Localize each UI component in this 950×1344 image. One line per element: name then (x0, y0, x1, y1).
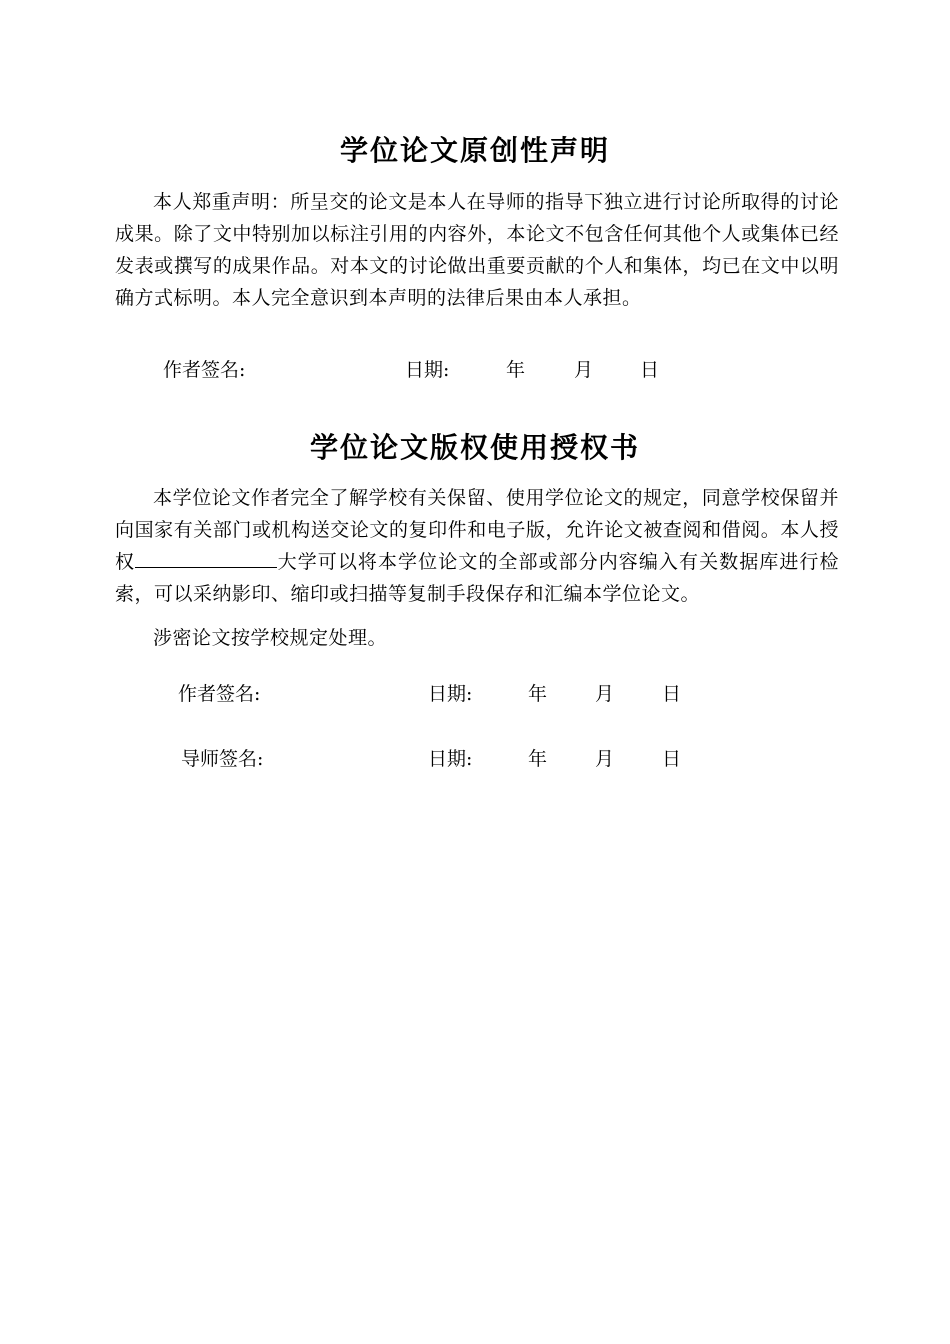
author-signature-label: 作者签名: (178, 683, 261, 705)
day-label: 日 (662, 683, 682, 705)
month-label: 月 (595, 683, 615, 705)
date-label: 日期: (405, 359, 450, 381)
authorization-body-part1: 本学位论文作者完全了解学校有关保留、使用学位论文的规定，同意学校保留并向国家有关部门或机构送交论文的复印件和电子版，允许论文被查阅和借阅。本人授权 (115, 487, 839, 573)
advisor-signature-label: 导师签名: (181, 748, 264, 770)
year-label: 年 (528, 683, 548, 705)
date-label: 日期: (428, 683, 473, 705)
authorization-title: 学位论文版权使用授权书 (309, 431, 640, 464)
authorization-body (115, 482, 839, 610)
declaration-body: 本人郑重声明：所呈交的论文是本人在导师的指导下独立进行讨论所取得的讨论成果。除了文中特别加以标注引用的内容外，本论文不包含任何其他个人或集体已经发表或撰写的成果作品。对本文的讨论做出重要贡献的个人和集体，均已在文中以明确方式标明。本人完全意识到本声明的法律后果由本人承担。 (115, 191, 839, 309)
author-signature-label: 作者签名: (163, 359, 246, 381)
day-label: 日 (662, 748, 682, 770)
declaration-signature-row (0, 357, 950, 383)
date-label: 日期: (428, 748, 473, 770)
secret-thesis-note: 涉密论文按学校规定处理。 (153, 627, 388, 649)
day-label: 日 (640, 359, 660, 381)
authorization-advisor-signature-row (0, 746, 950, 772)
declaration-title: 学位论文原创性声明 (339, 134, 610, 167)
year-label: 年 (506, 359, 526, 381)
year-label: 年 (528, 748, 548, 770)
authorization-author-signature-row (0, 681, 950, 707)
authorization-body-part2: 大学可以将本学位论文的全部或部分内容编入有关数据库进行检索，可以采纳影印、缩印或扫描等复制手段保存和汇编本学位论文。 (115, 551, 839, 605)
month-label: 月 (574, 359, 594, 381)
university-name-blank (135, 547, 277, 568)
month-label: 月 (595, 748, 615, 770)
